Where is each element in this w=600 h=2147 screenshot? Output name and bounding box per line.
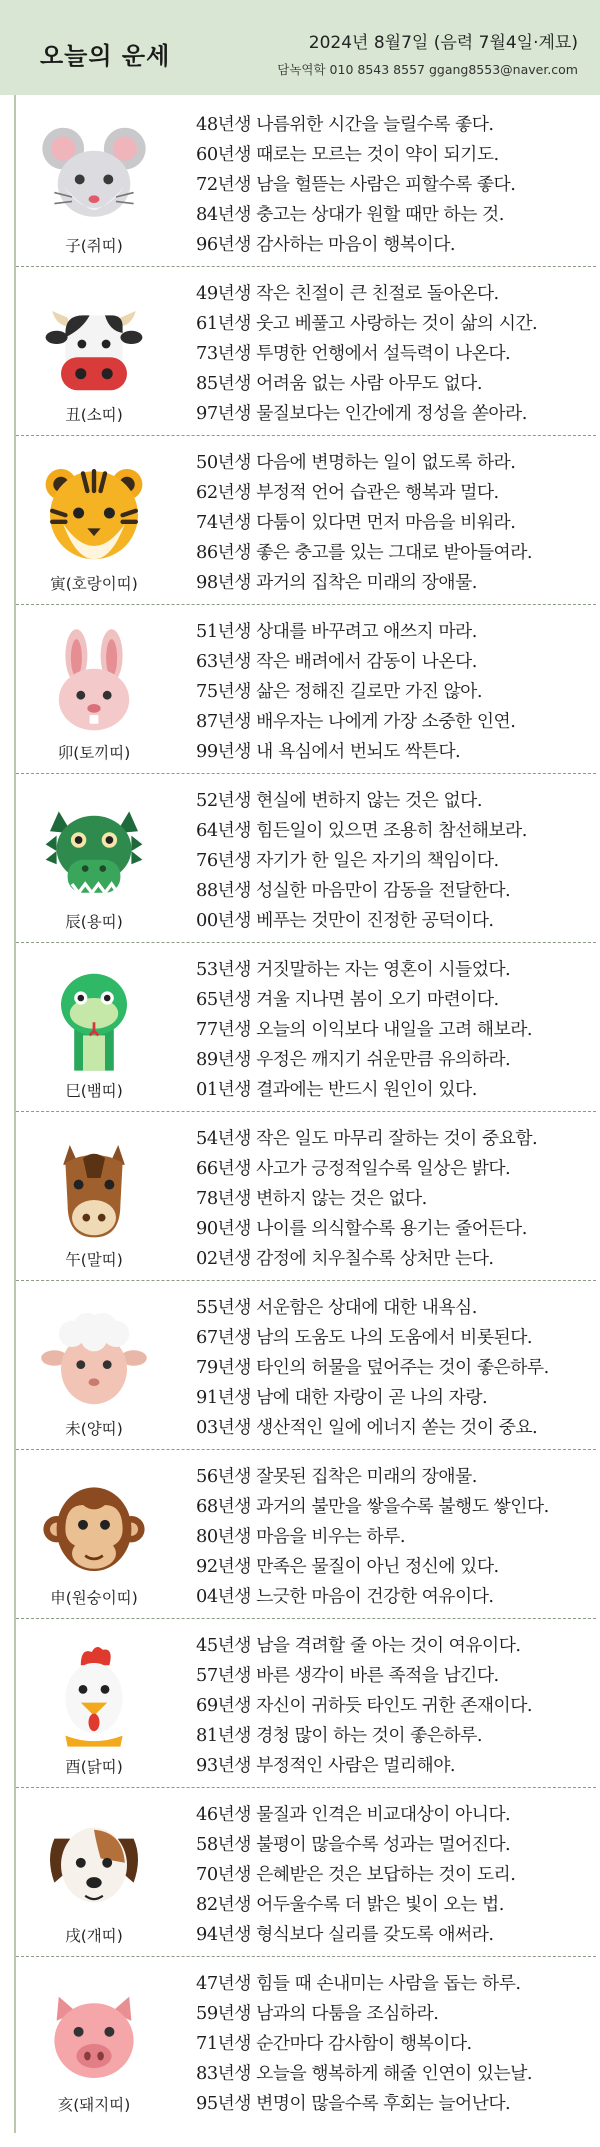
zodiac-label: 子(쥐띠) [65,237,123,255]
fortune-line: 58년생 불평이 많을수록 성과는 멀어진다. [196,1834,511,1855]
ox-icon [38,289,150,399]
fortune-line: 90년생 나이를 의식할수록 용기는 줄어든다. [196,1218,527,1239]
tiger-icon [38,458,150,568]
sheep-icon [38,1303,150,1413]
fortune-list [196,279,596,429]
zodiac-row [16,1281,596,1450]
fortune-line: 85년생 어려움 없는 사람 아무도 없다. [196,373,483,394]
fortune-line: 75년생 삶은 정해진 길로만 가진 않아. [196,681,483,702]
fortune-line: 79년생 타인의 허물을 덮어주는 것이 좋은하루. [196,1357,549,1378]
zodiac-row [16,1619,596,1788]
zodiac-label: 亥(돼지띠) [57,2096,131,2114]
zodiac-row [16,1788,596,1957]
pig-icon [38,1979,150,2089]
zodiac-row [16,1112,596,1281]
date-line: 2024년 8월7일 (음력 7월4일·계묘) [308,33,578,53]
fortune-line: 98년생 과거의 집착은 미래의 장애물. [196,572,477,593]
fortune-line: 76년생 자기가 한 일은 자기의 책임이다. [196,850,499,871]
zodiac-row [16,1450,596,1619]
fortune-line: 88년생 성실한 마음만이 감동을 전달한다. [196,880,511,901]
fortune-line: 51년생 상대를 바꾸려고 애쓰지 마라. [196,621,477,642]
fortune-line: 71년생 순간마다 감사함이 행복이다. [196,2033,472,2054]
zodiac-label: 卯(토끼띠) [57,744,131,762]
fortune-line: 54년생 작은 일도 마무리 잘하는 것이 중요함. [196,1128,538,1149]
horse-icon [38,1134,150,1244]
contact-line: 담녹역학 010 8543 8557 ggang8553@naver.com [277,62,578,77]
zodiac-label: 寅(호랑이띠) [50,575,138,593]
zodiac-row [16,436,596,605]
zodiac-list [16,98,596,2147]
rabbit-icon [38,627,150,737]
fortune-line: 63년생 작은 배려에서 감동이 나온다. [196,651,477,672]
fortune-line: 45년생 남을 격려할 줄 아는 것이 여유이다. [196,1635,521,1656]
zodiac-row [16,1957,596,2147]
fortune-line: 02년생 감정에 치우칠수록 상처만 는다. [196,1248,494,1269]
fortune-line: 56년생 잘못된 집착은 미래의 장애물. [196,1466,477,1487]
header-bar [0,0,600,95]
fortune-list [196,617,596,767]
fortune-line: 64년생 힘든일이 있으면 조용히 참선해보라. [196,820,527,841]
fortune-line: 66년생 사고가 긍정적일수록 일상은 밝다. [196,1158,511,1179]
fortune-line: 80년생 마음을 비우는 하루. [196,1526,406,1547]
fortune-line: 65년생 겨울 지나면 봄이 오기 마련이다. [196,989,499,1010]
fortune-line: 57년생 바른 생각이 바른 족적을 남긴다. [196,1665,499,1686]
monkey-icon [38,1472,150,1582]
zodiac-row [16,98,596,267]
fortune-line: 62년생 부정적 언어 습관은 행복과 멀다. [196,482,499,503]
fortune-line: 46년생 물질과 인격은 비교대상이 아니다. [196,1804,511,1825]
zodiac-label: 巳(뱀띠) [65,1082,123,1100]
fortune-list [196,110,596,260]
zodiac-row [16,774,596,943]
fortune-line: 48년생 나름위한 시간을 늘릴수록 좋다. [196,114,494,135]
fortune-line: 53년생 거짓말하는 자는 영혼이 시들었다. [196,959,511,980]
zodiac-label: 辰(용띠) [65,913,123,931]
fortune-line: 81년생 경청 많이 하는 것이 좋은하루. [196,1725,483,1746]
fortune-list [196,1631,596,1781]
zodiac-label: 丑(소띠) [65,406,123,424]
zodiac-label: 酉(닭띠) [65,1758,123,1776]
zodiac-label: 未(양띠) [65,1420,123,1438]
fortune-line: 01년생 결과에는 반드시 원인이 있다. [196,1079,477,1100]
fortune-line: 77년생 오늘의 이익보다 내일을 고려 해보라. [196,1019,533,1040]
fortune-line: 99년생 내 욕심에서 번뇌도 싹튼다. [196,741,461,762]
fortune-line: 89년생 우정은 깨지기 쉬운만큼 유의하라. [196,1049,511,1070]
fortune-line: 59년생 남과의 다툼을 조심하라. [196,2003,439,2024]
fortune-line: 52년생 현실에 변하지 않는 것은 없다. [196,790,483,811]
fortune-line: 92년생 만족은 물질이 아닌 정신에 있다. [196,1556,499,1577]
fortune-line: 84년생 충고는 상대가 원할 때만 하는 것. [196,204,504,225]
fortune-line: 03년생 생산적인 일에 에너지 쏟는 것이 중요. [196,1417,538,1438]
page-title: 오늘의 운세 [40,42,171,70]
fortune-list [196,955,596,1105]
fortune-list [196,1462,596,1612]
fortune-list [196,448,596,598]
fortune-line: 72년생 남을 헐뜯는 사람은 피할수록 좋다. [196,174,516,195]
fortune-list [196,1800,596,1950]
fortune-line: 49년생 작은 친절이 큰 친절로 돌아온다. [196,283,499,304]
fortune-line: 73년생 투명한 언행에서 설득력이 나온다. [196,343,511,364]
fortune-line: 97년생 물질보다는 인간에게 정성을 쏟아라. [196,403,527,424]
fortune-line: 68년생 과거의 불만을 쌓을수록 불행도 쌓인다. [196,1496,549,1517]
rat-icon [38,120,150,230]
dog-icon [38,1810,150,1920]
fortune-line: 74년생 다툼이 있다면 먼저 마음을 비워라. [196,512,516,533]
snake-icon [38,965,150,1075]
fortune-line: 61년생 웃고 베풀고 사랑하는 것이 삶의 시간. [196,313,538,334]
fortune-list [196,1124,596,1274]
fortune-line: 95년생 변명이 많을수록 후회는 늘어난다. [196,2093,511,2114]
fortune-line: 69년생 자신이 귀하듯 타인도 귀한 존재이다. [196,1695,533,1716]
fortune-line: 87년생 배우자는 나에게 가장 소중한 인연. [196,711,516,732]
fortune-line: 60년생 때로는 모르는 것이 약이 되기도. [196,144,499,165]
rooster-icon [38,1641,150,1751]
fortune-line: 82년생 어두울수록 더 밝은 빛이 오는 법. [196,1894,504,1915]
dragon-icon [38,796,150,906]
fortune-line: 00년생 베푸는 것만이 진정한 공덕이다. [196,910,494,931]
zodiac-row [16,605,596,774]
fortune-line: 91년생 남에 대한 자랑이 곧 나의 자랑. [196,1387,488,1408]
zodiac-label: 戌(개띠) [65,1927,123,1945]
zodiac-row [16,943,596,1112]
fortune-list [196,1293,596,1443]
fortune-list [196,1969,596,2119]
fortune-line: 93년생 부정적인 사람은 멀리해야. [196,1755,456,1776]
fortune-line: 83년생 오늘을 행복하게 해줄 인연이 있는날. [196,2063,533,2084]
zodiac-label: 申(원숭이띠) [50,1589,138,1607]
fortune-line: 50년생 다음에 변명하는 일이 없도록 하라. [196,452,516,473]
zodiac-label: 午(말띠) [65,1251,123,1269]
fortune-line: 86년생 좋은 충고를 있는 그대로 받아들여라. [196,542,533,563]
fortune-line: 47년생 힘들 때 손내미는 사람을 돕는 하루. [196,1973,521,1994]
fortune-list [196,786,596,936]
fortune-line: 94년생 형식보다 실리를 갖도록 애써라. [196,1924,494,1945]
fortune-line: 67년생 남의 도움도 나의 도움에서 비롯된다. [196,1327,533,1348]
fortune-line: 55년생 서운함은 상대에 대한 내욕심. [196,1297,477,1318]
fortune-line: 04년생 느긋한 마음이 건강한 여유이다. [196,1586,494,1607]
fortune-line: 78년생 변하지 않는 것은 없다. [196,1188,427,1209]
fortune-line: 70년생 은혜받은 것은 보답하는 것이 도리. [196,1864,516,1885]
zodiac-row [16,267,596,436]
fortune-line: 96년생 감사하는 마음이 행복이다. [196,234,456,255]
